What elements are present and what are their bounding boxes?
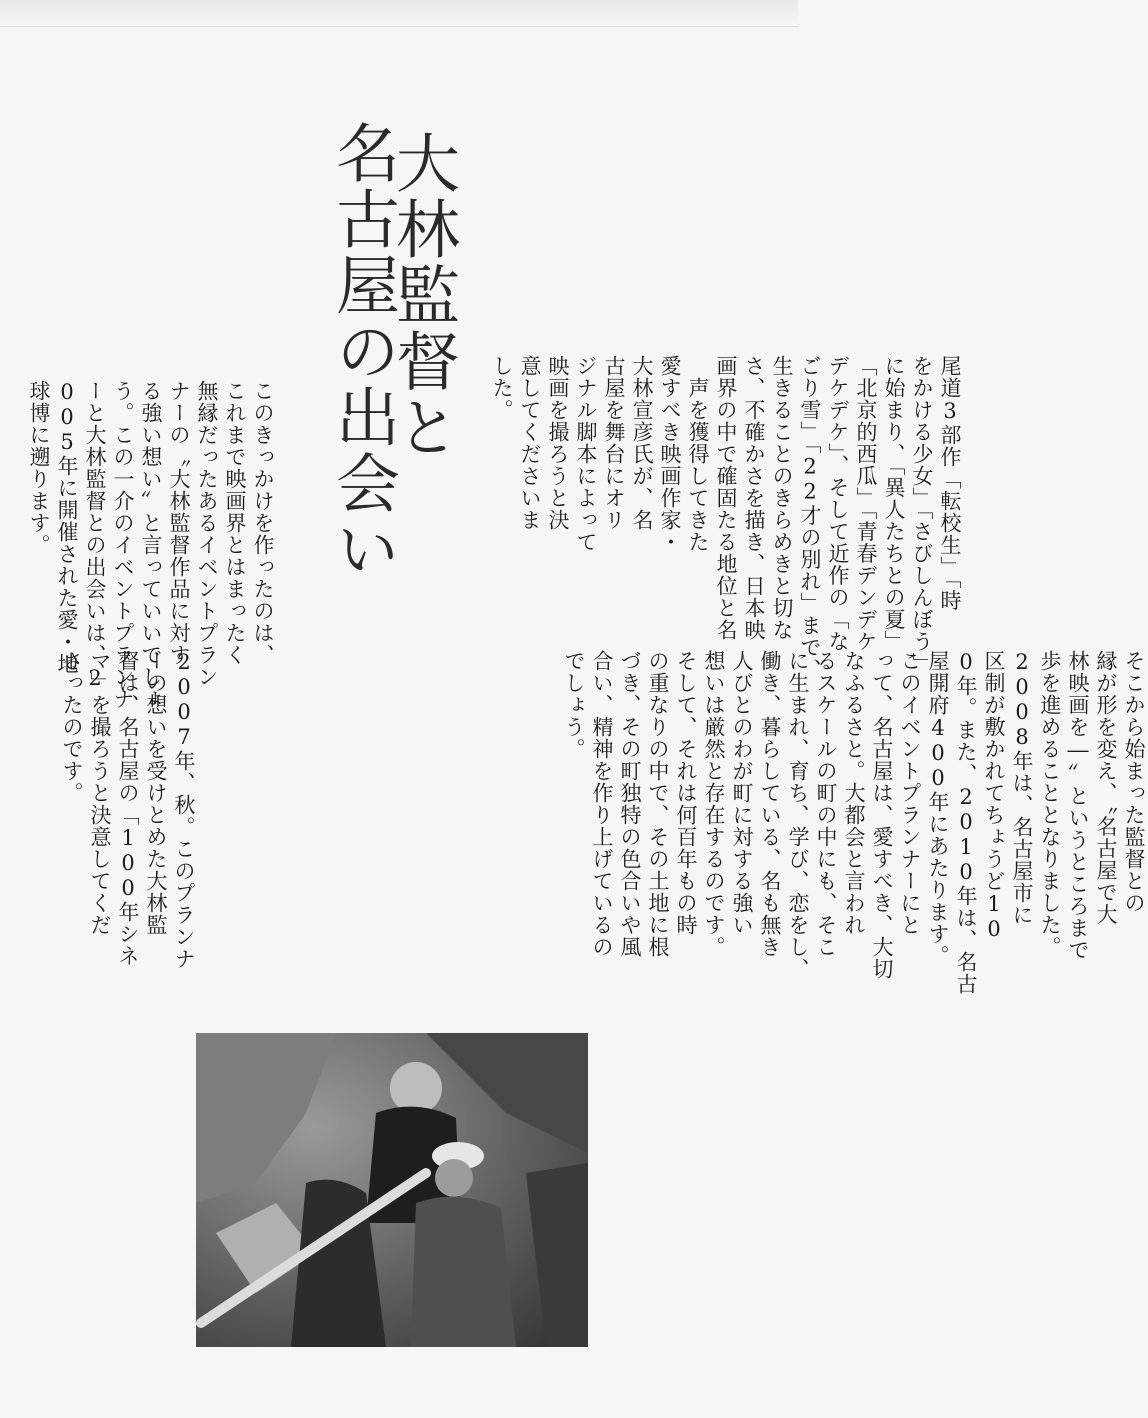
page-edge bbox=[0, 0, 798, 27]
column-line: に生まれ、育ち、学び、恋をし、 bbox=[786, 650, 810, 980]
column-line: 意してくださいま bbox=[518, 355, 542, 531]
column-line: した。 bbox=[490, 355, 514, 421]
column-line: デケデケ」、そして近作の「な bbox=[826, 355, 850, 653]
column-line: さったのです。 bbox=[60, 650, 84, 804]
column-line: 働き、暮らしている、名も無き bbox=[758, 650, 782, 958]
column-line: 2008年は、名古屋市に bbox=[1010, 650, 1034, 926]
column-line: 督は、名古屋の「100年シネ bbox=[116, 650, 140, 967]
column-line: 合い、精神を作り上げているの bbox=[590, 650, 614, 958]
column-line: ーと大林監督との出会いは、2 bbox=[83, 380, 107, 691]
column-line: 0年。また、2010年は、名古 bbox=[954, 650, 978, 995]
column-line: るスケールの町の中にも、そこ bbox=[814, 650, 838, 958]
article-photo bbox=[196, 1033, 588, 1347]
column-line: 「北京的西瓜」「青春デンデケ bbox=[854, 355, 878, 653]
column-line: 古屋を舞台にオリ bbox=[602, 355, 626, 531]
column-line: このイベントプランナーにと bbox=[898, 650, 922, 936]
column-line: なふるさと。大都会と言われ bbox=[842, 650, 866, 936]
column-line: に始まり、「異人たちとの夏」 bbox=[882, 355, 906, 653]
column-line: 歩を進めることとなりました。 bbox=[1038, 650, 1062, 958]
column-line: 大林宣彦氏が、名 bbox=[630, 355, 654, 531]
column-line: 想いは厳然と存在するのです。 bbox=[702, 650, 726, 958]
column-line: 声を獲得してきた bbox=[686, 355, 710, 553]
column-line: 無縁だったあるイベントプラン bbox=[195, 380, 219, 688]
column-line: 映画を撮ろうと決 bbox=[546, 355, 570, 531]
column-line: ーの想いを受けとめた大林監 bbox=[144, 650, 168, 936]
column-line: づき、その町独特の色合いや風 bbox=[618, 650, 642, 958]
column-line: 縁が形を変え、〝名古屋で大 bbox=[1094, 650, 1118, 926]
column-line: そこから始まった監督との bbox=[1122, 650, 1146, 914]
column-line: 尾道3部作「転校生」「時 bbox=[938, 355, 962, 612]
column-line: さ、不確かさを描き、日本映 bbox=[742, 355, 766, 641]
column-line: 屋開府400年にあたります。 bbox=[926, 650, 950, 967]
column-line: そして、それは何百年もの時 bbox=[674, 650, 698, 936]
column-line: ナーの〝大林監督作品に対す bbox=[167, 380, 191, 666]
text-column-c bbox=[560, 650, 1148, 1190]
column-line: でしょう。 bbox=[562, 650, 586, 760]
column-line: このきっかけを作ったのは、 bbox=[251, 380, 275, 666]
column-line: の重なりの中で、その土地に根 bbox=[646, 650, 670, 958]
column-line: ごり雪」「22才の別れ」まで、 bbox=[798, 355, 822, 681]
article-title-line-1: 大林監督と bbox=[385, 130, 459, 460]
column-line: 球博に遡ります。 bbox=[27, 380, 51, 556]
column-line: 区制が敷かれてちょうど10 bbox=[982, 650, 1006, 942]
column-line: 005年に開催された愛・地 bbox=[55, 380, 79, 675]
column-line: ジナル脚本によって bbox=[574, 355, 598, 553]
column-line: をかける少女」「さびしんぼう」 bbox=[910, 355, 934, 675]
photo-illustration bbox=[196, 1033, 588, 1347]
column-line: 生きることのきらめきと切な bbox=[770, 355, 794, 641]
column-line: って、名古屋は、愛すべき、大切 bbox=[870, 650, 894, 980]
article-title-line-2: 名古屋の出会い bbox=[325, 120, 399, 582]
column-line: 2007年、秋。このプランナ bbox=[172, 650, 196, 970]
column-line: る強い想い〟と言っていいでしょ bbox=[139, 380, 163, 710]
column-line: 愛すべき映画作家・ bbox=[658, 355, 682, 553]
column-line: う。この一介のイベントプランナ bbox=[111, 380, 135, 710]
column-line: マ」を撮ろうと決意してくだ bbox=[88, 650, 112, 936]
text-column-d bbox=[58, 650, 198, 1190]
column-line: 人びとのわが町に対する強い bbox=[730, 650, 754, 936]
column-line: 林映画を―〟というところまで bbox=[1066, 650, 1090, 961]
column-line: 画界の中で確固たる地位と名 bbox=[714, 355, 738, 641]
column-line: これまで映画界とはまったく bbox=[223, 380, 247, 666]
